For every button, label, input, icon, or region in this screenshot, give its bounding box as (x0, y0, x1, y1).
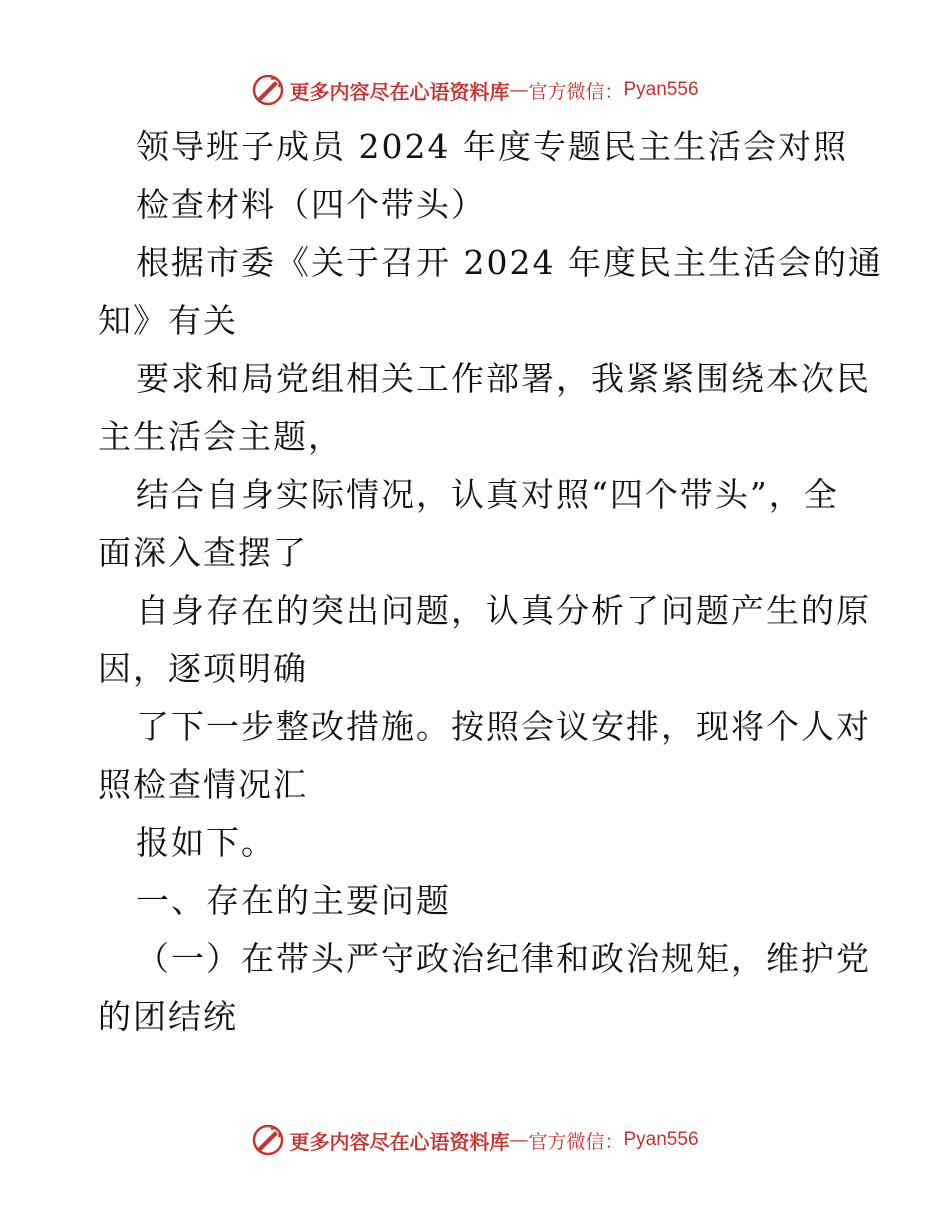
banner-contact-label: 官方微信： (528, 80, 624, 103)
text-line: 结合自身实际情况，认真对照“四个带头”，全 (136, 475, 839, 514)
banner-contact-id: Pyan556 (623, 79, 699, 100)
text-line: 自身存在的突出问题，认真分析了问题产生的原 (136, 591, 871, 630)
text-line: 了下一步整改措施。按照会议安排，现将个人对 (136, 707, 871, 746)
text-line: 的团结统 (98, 997, 238, 1036)
text-line: 主生活会主题， (98, 417, 343, 456)
banner-site-text: 更多内容尽在心语资料库 (289, 79, 510, 104)
footer-watermark-banner (0, 1120, 950, 1160)
document-body (98, 118, 883, 1046)
banner-dash: — (509, 1129, 529, 1151)
text-line: 报如下。 (136, 823, 276, 862)
banner-contact-id: Pyan556 (623, 1129, 699, 1150)
banner-contact-label: 官方微信： (528, 1130, 624, 1153)
text-line: 照检查情况汇 (98, 765, 308, 804)
text-line: （一）在带头严守政治纪律和政治规矩，维护党 (136, 939, 871, 978)
text-line: 面深入查摆了 (98, 533, 308, 572)
banner-site-text: 更多内容尽在心语资料库 (289, 1129, 510, 1154)
quill-logo-icon (251, 73, 285, 107)
text-line: 根据市委《关于召开 2024 年度民主生活会的通 (136, 243, 883, 282)
banner-dash: — (509, 79, 529, 101)
text-line: 要求和局党组相关工作部署，我紧紧围绕本次民 (136, 359, 871, 398)
text-line: 检查材料（四个带头） (136, 185, 486, 224)
quill-logo-icon (251, 1123, 285, 1157)
text-line: 领导班子成员 2024 年度专题民主生活会对照 (136, 127, 848, 166)
text-line: 知》有关 (98, 301, 238, 340)
text-line: 因，逐项明确 (98, 649, 308, 688)
section-heading: 一、存在的主要问题 (136, 881, 451, 920)
header-watermark-banner (0, 70, 950, 110)
